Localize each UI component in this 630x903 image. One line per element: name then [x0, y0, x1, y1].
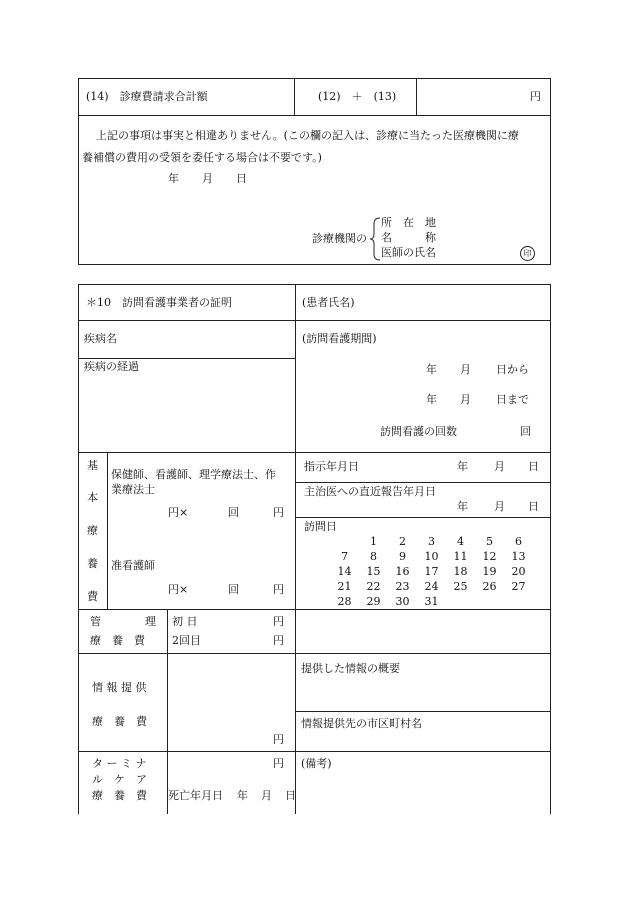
visit-day: 14: [337, 565, 352, 578]
visit-day: 5: [486, 535, 493, 548]
info-fee-label-line1: 情 報 提 供: [92, 681, 147, 694]
nursing-period-label: (訪問看護期間): [302, 332, 377, 345]
terminal-fee-label-line1: タ ー ミ ナ: [92, 757, 147, 770]
ymd-day: 日: [528, 500, 539, 513]
period-from-month: 月: [460, 363, 471, 376]
divider: [416, 78, 417, 116]
visit-day: 28: [337, 595, 352, 608]
mgmt-fee-label-line2: 療 養 費: [90, 634, 145, 647]
visit-day: 20: [511, 565, 526, 578]
visit-day: 6: [515, 535, 522, 548]
visit-days-label: 訪問日: [304, 520, 337, 533]
terminal-fee-label-line2: ル ケ ア: [92, 773, 147, 786]
visit-day: 12: [482, 550, 497, 563]
death-date-label: 死亡年月日: [168, 789, 223, 802]
second-day-label: 2回目: [172, 634, 201, 647]
assistant-nurse-label: 准看護師: [111, 559, 155, 572]
billing-total-formula: (12) ＋ (13): [318, 90, 397, 103]
mgmt-fee-char: 管: [90, 615, 101, 628]
info-fee-label-line2: 療 養 費: [92, 715, 147, 728]
visit-day: 4: [457, 535, 464, 548]
visit-day: 29: [366, 595, 381, 608]
basic-fee-char: 療: [87, 524, 98, 537]
date-month: 月: [202, 172, 213, 185]
visit-day: 21: [337, 580, 352, 593]
times-unit: 回: [228, 583, 239, 596]
visit-day: 27: [511, 580, 526, 593]
report-date-label: 主治医への直近報告年月日: [304, 485, 436, 498]
visit-day: 10: [424, 550, 439, 563]
visit-count-label: 訪問看護の回数: [380, 425, 457, 438]
basic-fee-char: 費: [87, 590, 98, 603]
period-to-year: 年: [426, 393, 437, 406]
death-day: 日: [285, 789, 296, 802]
seal-icon: 印: [520, 246, 535, 261]
yen-unit: 円: [273, 634, 284, 647]
visit-day: 30: [395, 595, 410, 608]
yen-times: 円×: [168, 506, 189, 519]
visit-day: 9: [399, 550, 406, 563]
institution-prefix: 診療機関の: [312, 232, 367, 245]
instruction-date-label: 指示年月日: [304, 460, 359, 473]
yen-unit: 円: [273, 615, 284, 628]
terminal-fee-label-line3: 療 養 費: [92, 789, 147, 802]
visit-count-unit: 回: [520, 425, 531, 438]
death-year: 年: [237, 789, 248, 802]
date-year: 年: [168, 172, 179, 185]
visit-day: 11: [453, 550, 468, 563]
basic-fee-char: 本: [87, 491, 98, 504]
visit-day: 16: [395, 565, 410, 578]
visit-day: 17: [424, 565, 439, 578]
ymd-year: 年: [457, 460, 468, 473]
death-month: 月: [261, 789, 272, 802]
remarks-label: (備考): [301, 757, 332, 770]
yen-unit: 円: [530, 90, 541, 103]
visit-day: 25: [453, 580, 468, 593]
visit-day: 18: [453, 565, 468, 578]
billing-total-label: (14) 診療費請求合計額: [86, 90, 208, 103]
staff-types-line1: 保健師、看護師、理学療法士、作: [111, 468, 276, 481]
times-unit: 回: [228, 506, 239, 519]
visit-day: 22: [366, 580, 381, 593]
visit-day: 7: [341, 550, 348, 563]
patient-name-label: (患者氏名): [302, 296, 355, 309]
basic-fee-char: 養: [87, 557, 98, 570]
yen-unit: 円: [273, 733, 284, 746]
visit-day: 2: [399, 535, 406, 548]
yen-unit: 円: [273, 757, 284, 770]
period-from-year: 年: [426, 363, 437, 376]
certification-text-line2: 養補償の費用の受領を委任する場合は不要です。): [82, 151, 322, 164]
ymd-year: 年: [457, 500, 468, 513]
ymd-month: 月: [494, 460, 505, 473]
yen-unit: 円: [273, 583, 284, 596]
ymd-month: 月: [494, 500, 505, 513]
info-city-label: 情報提供先の市区町村名: [301, 717, 422, 730]
doctor-name-label: 医師の氏名: [381, 246, 436, 259]
disease-name-label: 疾病名: [84, 332, 117, 345]
visit-day: 24: [424, 580, 439, 593]
institution-address-label: 所 在 地: [381, 216, 436, 229]
period-to-month: 月: [460, 393, 471, 406]
period-from-day: 日から: [496, 363, 529, 376]
disease-course-label: 疾病の経過: [84, 360, 139, 373]
visit-day: 13: [511, 550, 526, 563]
yen-unit: 円: [273, 506, 284, 519]
visit-day: 23: [395, 580, 410, 593]
info-summary-label: 提供した情報の概要: [301, 662, 400, 675]
period-to-day: 日まで: [496, 393, 529, 406]
certification-text-line1: 上記の事項は事実と相違ありません。(この欄の記入は、診療に当たった医療機関に療: [96, 129, 519, 142]
mgmt-fee-char: 理: [145, 615, 156, 628]
visit-day: 26: [482, 580, 497, 593]
institution-name-label: 名 称: [381, 231, 436, 244]
first-day-label: 初 日: [172, 615, 198, 628]
yen-times: 円×: [168, 583, 189, 596]
visit-day: 31: [424, 595, 439, 608]
visit-day: 19: [482, 565, 497, 578]
divider: [294, 78, 295, 116]
staff-types-line2: 業療法士: [111, 483, 155, 496]
visit-day: 1: [370, 535, 377, 548]
visit-day: 8: [370, 550, 377, 563]
basic-fee-char: 基: [87, 459, 98, 472]
ymd-day: 日: [528, 460, 539, 473]
visit-days-grid: [330, 535, 533, 608]
section-title: ＊10 訪問看護事業者の証明: [86, 296, 232, 309]
date-day: 日: [236, 172, 247, 185]
visit-day: 15: [366, 565, 381, 578]
visit-day: 3: [428, 535, 435, 548]
visit-day-spacer: [330, 535, 359, 548]
